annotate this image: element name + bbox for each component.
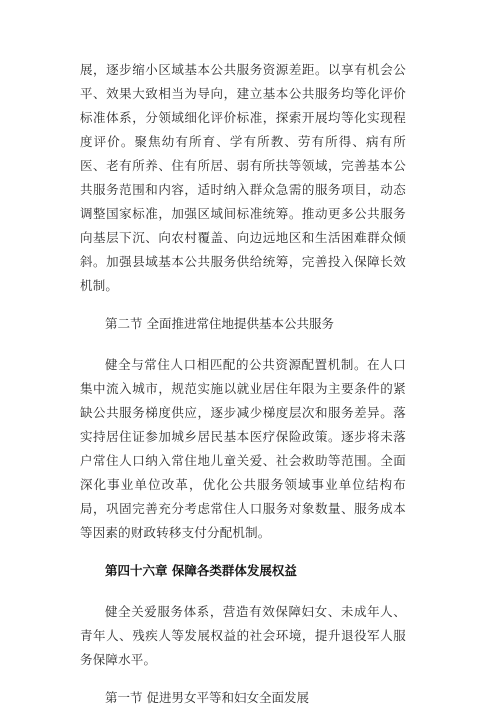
section-heading-1: 第一节 促进男女平等和妇女全面发展 xyxy=(105,690,309,705)
chapter-heading-46: 第四十六章 保障各类群体发展权益 xyxy=(105,563,297,578)
section-heading-2: 第二节 全面推进常住地提供基本公共服务 xyxy=(105,316,334,331)
paragraph-chapter-intro: 健全关爱服务体系，营造有效保障妇女、未成年人、青年人、残疾人等发展权益的社会环境，提升退役军人服务保障水平。 xyxy=(80,604,406,667)
document-body xyxy=(80,58,406,710)
paragraph-resident-services: 健全与常住人口相匹配的公共资源配置机制。在人口集中流入城市，规范实施以就业居住年限为主要条件的紧缺公共服务梯度供应，逐步减少梯度层次和服务差异。落实持居住证参加城乡居民基本医疗保险政策。逐步将未落户常住人口纳入常住地儿童关爱、社会救助等范围。全面深化事业单位改革，优化公共服务领域事业单位结构布局，巩固完善充分考虑常住人口服务对象数量、服务成本等因素的财政转移支付分配机制。 xyxy=(80,357,406,540)
paragraph-continued: 展，逐步缩小区域基本公共服务资源差距。以享有机会公平、效果大致相当为导向，建立基本公共服务均等化评价标准体系，分领域细化评价标准，探索开展均等化实现程度评价。聚焦幼有所育、学有所教、劳有所得、病有所医、老有所养、住有所居、弱有所扶等领域，完善基本公共服务范围和内容，适时纳入群众急需的服务项目，动态调整国家标准，加强区域间标准统筹。推动更多公共服务向基层下沉、向农村覆盖、向边远地区和生活困难群众倾斜。加强县域基本公共服务供给统筹，完善投入保障长效机制。 xyxy=(80,62,406,293)
